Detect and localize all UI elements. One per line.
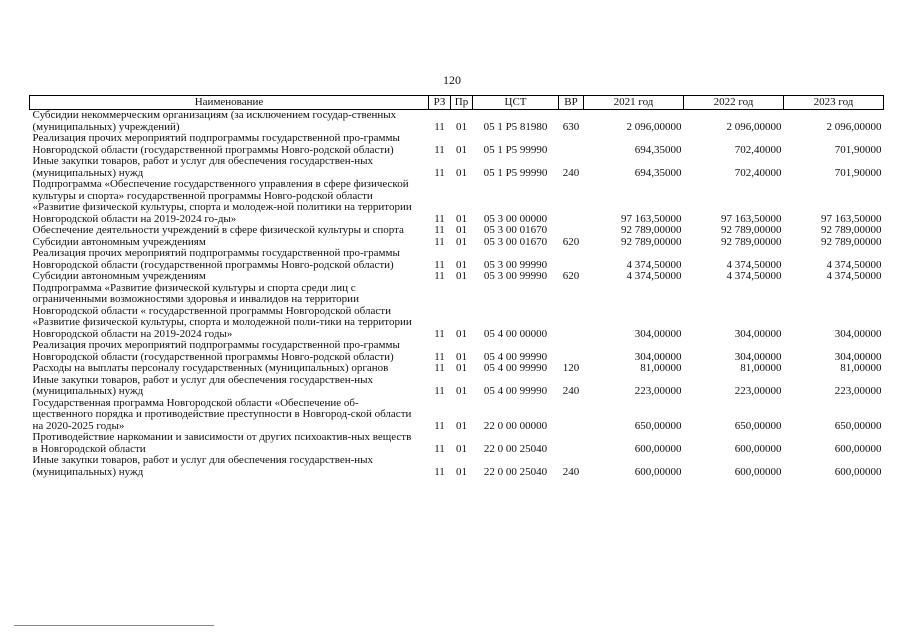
footer-rule <box>14 625 214 626</box>
cell-cst: 05 4 00 00000 <box>483 327 548 340</box>
cell-vr: 620 <box>562 235 580 248</box>
cell-rz: 11 <box>434 350 445 363</box>
table-row <box>30 340 884 363</box>
table-row <box>30 156 884 179</box>
cell-vr: 630 <box>562 120 580 133</box>
cell-y2022: 223,00000 <box>734 385 782 397</box>
table-row <box>30 179 884 225</box>
cell-y2021: 81,00000 <box>640 362 682 374</box>
cell-cst: 05 1 P5 99990 <box>483 143 548 156</box>
cell-vr: 620 <box>562 270 580 282</box>
table-row <box>30 133 884 156</box>
table-row <box>30 271 884 283</box>
cell-y2023: 304,00000 <box>834 350 882 363</box>
cell-name: Реализация прочих мероприятий подпрограммы государственной про-граммы Новгородской области (государственной программы Новго-родской области) <box>32 132 400 156</box>
cell-vr <box>559 179 584 225</box>
cell-y2022: 304,00000 <box>734 350 782 363</box>
cell-y2022: 702,40000 <box>734 166 782 179</box>
cell-pr: 01 <box>456 465 467 478</box>
table-row <box>30 248 884 271</box>
cell-rz: 11 <box>434 120 445 133</box>
cell-vr <box>559 283 584 341</box>
cell-rz: 11 <box>434 465 445 478</box>
cell-rz: 11 <box>434 385 445 397</box>
cell-rz: 11 <box>434 270 445 282</box>
cell-vr: 240 <box>562 385 580 397</box>
header-2023: 2023 год <box>784 96 884 110</box>
cell-name: Обеспечение деятельности учреждений в сфере физической культуры и спорта <box>32 224 404 236</box>
cell-y2022: 97 163,50000 <box>721 212 782 225</box>
header-name: Наименование <box>30 96 429 110</box>
cell-y2021: 694,35000 <box>634 143 682 156</box>
table-body <box>30 110 884 479</box>
cell-y2023: 92 789,00000 <box>821 224 882 236</box>
cell-y2023: 97 163,50000 <box>821 212 882 225</box>
cell-y2021: 600,00000 <box>634 442 682 455</box>
table-row <box>30 398 884 433</box>
cell-vr: 240 <box>562 465 580 478</box>
cell-rz: 11 <box>434 224 445 236</box>
cell-name: Иные закупки товаров, работ и услуг для обеспечения государствен-ных (муниципальных) нужд <box>32 454 374 478</box>
cell-cst: 22 0 00 25040 <box>483 442 548 455</box>
cell-pr: 01 <box>456 442 467 455</box>
cell-name: Субсидии автономным учреждениям <box>32 235 206 248</box>
cell-rz: 11 <box>434 419 445 432</box>
cell-pr: 01 <box>456 419 467 432</box>
cell-name: Субсидии некоммерческим организациям (за исключением государ-ственных (муниципальных) учреждений) <box>32 109 397 133</box>
table-row <box>30 225 884 237</box>
table-row <box>30 110 884 134</box>
cell-rz: 11 <box>434 143 445 156</box>
header-row <box>30 96 884 110</box>
cell-y2021: 4 374,50000 <box>626 258 682 271</box>
cell-vr <box>559 340 584 363</box>
cell-pr: 01 <box>456 270 467 282</box>
cell-cst: 05 3 00 01670 <box>483 224 548 236</box>
cell-y2021: 92 789,00000 <box>621 224 682 236</box>
cell-vr: 240 <box>562 166 580 179</box>
cell-cst: 05 3 00 00000 <box>483 212 548 225</box>
cell-pr: 01 <box>456 362 467 374</box>
cell-cst: 05 4 00 99990 <box>483 385 548 397</box>
cell-y2022: 92 789,00000 <box>721 235 782 248</box>
cell-y2023: 304,00000 <box>834 327 882 340</box>
page-number: 120 <box>443 73 461 87</box>
header-2021: 2021 год <box>584 96 684 110</box>
cell-y2022: 304,00000 <box>734 327 782 340</box>
cell-name: Расходы на выплаты персоналу государственных (муниципальных) органов <box>32 362 389 374</box>
table-row <box>30 363 884 375</box>
cell-pr: 01 <box>456 327 467 340</box>
cell-pr: 01 <box>456 235 467 248</box>
cell-y2022: 702,40000 <box>734 143 782 156</box>
cell-y2023: 701,90000 <box>834 143 882 156</box>
cell-pr: 01 <box>456 143 467 156</box>
cell-cst: 05 3 00 99990 <box>483 270 548 282</box>
cell-cst: 05 3 00 01670 <box>483 235 548 248</box>
cell-name: Подпрограмма «Развитие физической культуры и спорта среди лиц с ограниченными возможностями здоровья и инвалидов на территории Новгородской области « государственной программы Новгородской области «Развитие физической культуры, спорта и молодежной поли-тики на территории Новгородской области на 2019-2024 годы» <box>32 281 412 340</box>
cell-vr <box>559 432 584 455</box>
header-rz: РЗ <box>429 96 451 110</box>
cell-y2021: 304,00000 <box>634 350 682 363</box>
cell-y2022: 4 374,50000 <box>726 270 782 282</box>
cell-rz: 11 <box>434 362 445 374</box>
cell-vr <box>559 133 584 156</box>
cell-y2023: 2 096,00000 <box>826 120 882 133</box>
cell-cst: 22 0 00 00000 <box>483 419 548 432</box>
cell-cst: 05 1 P5 99990 <box>483 166 548 179</box>
header-2022: 2022 год <box>684 96 784 110</box>
cell-y2023: 92 789,00000 <box>821 235 882 248</box>
cell-pr: 01 <box>456 385 467 397</box>
cell-pr: 01 <box>456 212 467 225</box>
cell-y2022: 600,00000 <box>734 442 782 455</box>
header-vr: ВР <box>559 96 584 110</box>
cell-rz: 11 <box>434 212 445 225</box>
table-row <box>30 432 884 455</box>
table-row <box>30 455 884 478</box>
cell-pr: 01 <box>456 258 467 271</box>
cell-y2022: 2 096,00000 <box>726 120 782 133</box>
cell-y2021: 4 374,50000 <box>626 270 682 282</box>
cell-rz: 11 <box>434 258 445 271</box>
cell-y2023: 701,90000 <box>834 166 882 179</box>
cell-y2023: 81,00000 <box>840 362 882 374</box>
cell-y2021: 694,35000 <box>634 166 682 179</box>
cell-y2021: 304,00000 <box>634 327 682 340</box>
cell-name: Реализация прочих мероприятий подпрограммы государственной про-граммы Новгородской области (государственной программы Новго-родской области) <box>32 339 400 363</box>
cell-y2023: 600,00000 <box>834 465 882 478</box>
cell-y2021: 600,00000 <box>634 465 682 478</box>
cell-vr <box>559 225 584 237</box>
table-row <box>30 283 884 341</box>
cell-pr: 01 <box>456 166 467 179</box>
cell-name: Противодействие наркомании и зависимости от других психоактив-ных веществ в Новгородской области <box>32 431 412 455</box>
cell-y2022: 650,00000 <box>734 419 782 432</box>
cell-y2021: 92 789,00000 <box>621 235 682 248</box>
cell-name: Государственная программа Новгородской области «Обеспечение об-щественного порядка и противодействие преступности в Новгород-ской области на 2020-2025 годы» <box>32 396 412 432</box>
cell-name: Субсидии автономным учреждениям <box>32 270 206 282</box>
header-pr: Пр <box>451 96 473 110</box>
cell-y2023: 600,00000 <box>834 442 882 455</box>
cell-rz: 11 <box>434 235 445 248</box>
cell-rz: 11 <box>434 327 445 340</box>
cell-name: Иные закупки товаров, работ и услуг для обеспечения государствен-ных (муниципальных) нужд <box>32 373 374 397</box>
table-row <box>30 375 884 398</box>
cell-y2021: 2 096,00000 <box>626 120 682 133</box>
cell-y2023: 650,00000 <box>834 419 882 432</box>
cell-rz: 11 <box>434 442 445 455</box>
cell-vr <box>559 248 584 271</box>
cell-cst: 05 1 P5 81980 <box>483 120 548 133</box>
header-cst: ЦСТ <box>473 96 559 110</box>
cell-y2022: 92 789,00000 <box>721 224 782 236</box>
cell-y2021: 650,00000 <box>634 419 682 432</box>
cell-y2023: 4 374,50000 <box>826 270 882 282</box>
cell-cst: 05 3 00 99990 <box>483 258 548 271</box>
cell-y2023: 4 374,50000 <box>826 258 882 271</box>
cell-y2021: 223,00000 <box>634 385 682 397</box>
cell-name: Иные закупки товаров, работ и услуг для обеспечения государствен-ных (муниципальных) нужд <box>32 155 374 179</box>
cell-y2022: 81,00000 <box>740 362 782 374</box>
cell-name: Подпрограмма «Обеспечение государственного управления в сфере физической культуры и спорта» государственной программы Новго-родской области «Развитие физической культуры, спорта и молодеж-ной политики на территории Новгородской области на 2019-2024 го-ды» <box>32 178 412 225</box>
cell-pr: 01 <box>456 224 467 236</box>
cell-rz: 11 <box>434 166 445 179</box>
cell-name: Реализация прочих мероприятий подпрограммы государственной про-граммы Новгородской области (государственной программы Новго-родской области) <box>32 247 400 271</box>
cell-y2021: 97 163,50000 <box>621 212 682 225</box>
budget-table <box>29 95 884 478</box>
cell-vr <box>559 398 584 433</box>
cell-y2023: 223,00000 <box>834 385 882 397</box>
cell-pr: 01 <box>456 120 467 133</box>
cell-y2022: 600,00000 <box>734 465 782 478</box>
cell-cst: 05 4 00 99990 <box>483 362 548 374</box>
cell-pr: 01 <box>456 350 467 363</box>
cell-y2022: 4 374,50000 <box>726 258 782 271</box>
cell-vr: 120 <box>562 362 580 374</box>
cell-cst: 22 0 00 25040 <box>483 465 548 478</box>
cell-cst: 05 4 00 99990 <box>483 350 548 363</box>
